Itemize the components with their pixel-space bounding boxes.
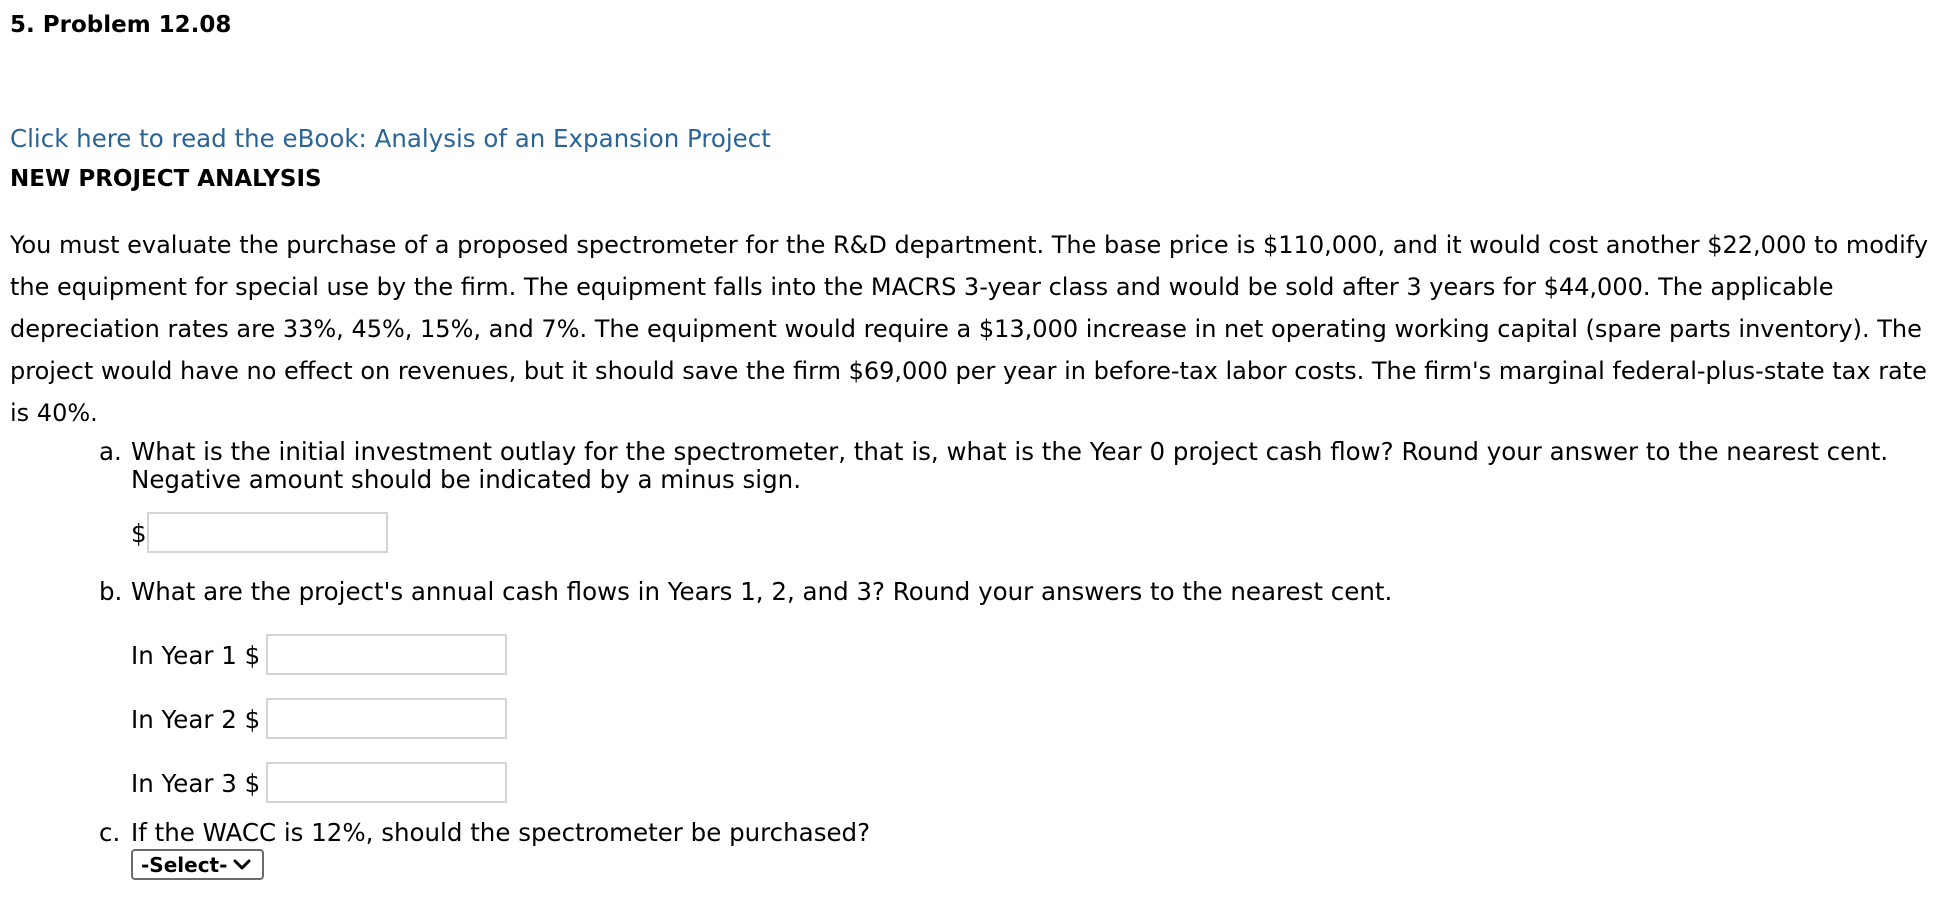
ebook-link[interactable]: Click here to read the eBook: Analysis of an Expansion Project <box>10 124 771 153</box>
question-b-text: What are the project's annual cash flows in Years 1, 2, and 3? Round your answers to the nearest cent. <box>131 577 1393 606</box>
year3-cash-flow-input[interactable] <box>266 762 507 803</box>
year1-cash-flow-input[interactable] <box>266 634 507 675</box>
year3-label: In Year 3 $ <box>131 769 261 798</box>
select-value: -Select- <box>141 852 228 877</box>
year2-cash-flow-input[interactable] <box>266 698 507 739</box>
year0-cash-flow-input[interactable] <box>147 512 388 553</box>
question-c-marker: c. <box>99 818 121 847</box>
year2-label: In Year 2 $ <box>131 705 261 734</box>
year1-label: In Year 1 $ <box>131 641 261 670</box>
question-a-text: What is the initial investment outlay for the spectrometer, that is, what is the Year 0 project cash flow? Round your answer to the nearest cent. <box>131 437 1889 466</box>
chevron-down-icon <box>233 859 251 871</box>
currency-symbol: $ <box>131 519 147 548</box>
purchase-decision-select[interactable] <box>131 849 264 880</box>
question-b-marker: b. <box>99 577 123 606</box>
problem-title: 5. Problem 12.08 <box>10 12 232 38</box>
question-c-text: If the WACC is 12%, should the spectrometer be purchased? <box>131 818 871 847</box>
problem-text: You must evaluate the purchase of a proposed spectrometer for the R&D department. The base price is $110,000, and it would cost another $22,000 to modify the equipment for special use by the firm. The equipment falls into the MACRS 3-year class and would be sold after 3 years for $44,000. The applicable depreciation rates are 33%, 45%, 15%, and 7%. The equipment would require a $13,000 increase in net operating working capital (spare parts inventory). The project would have no effect on revenues, but it should save the firm $69,000 per year in before-tax labor costs. The firm's marginal federal-plus-state tax rate is 40%. <box>10 231 1929 427</box>
question-a-text-line2: Negative amount should be indicated by a minus sign. <box>131 465 801 494</box>
question-a-marker: a. <box>99 437 122 466</box>
section-heading: NEW PROJECT ANALYSIS <box>10 166 322 192</box>
